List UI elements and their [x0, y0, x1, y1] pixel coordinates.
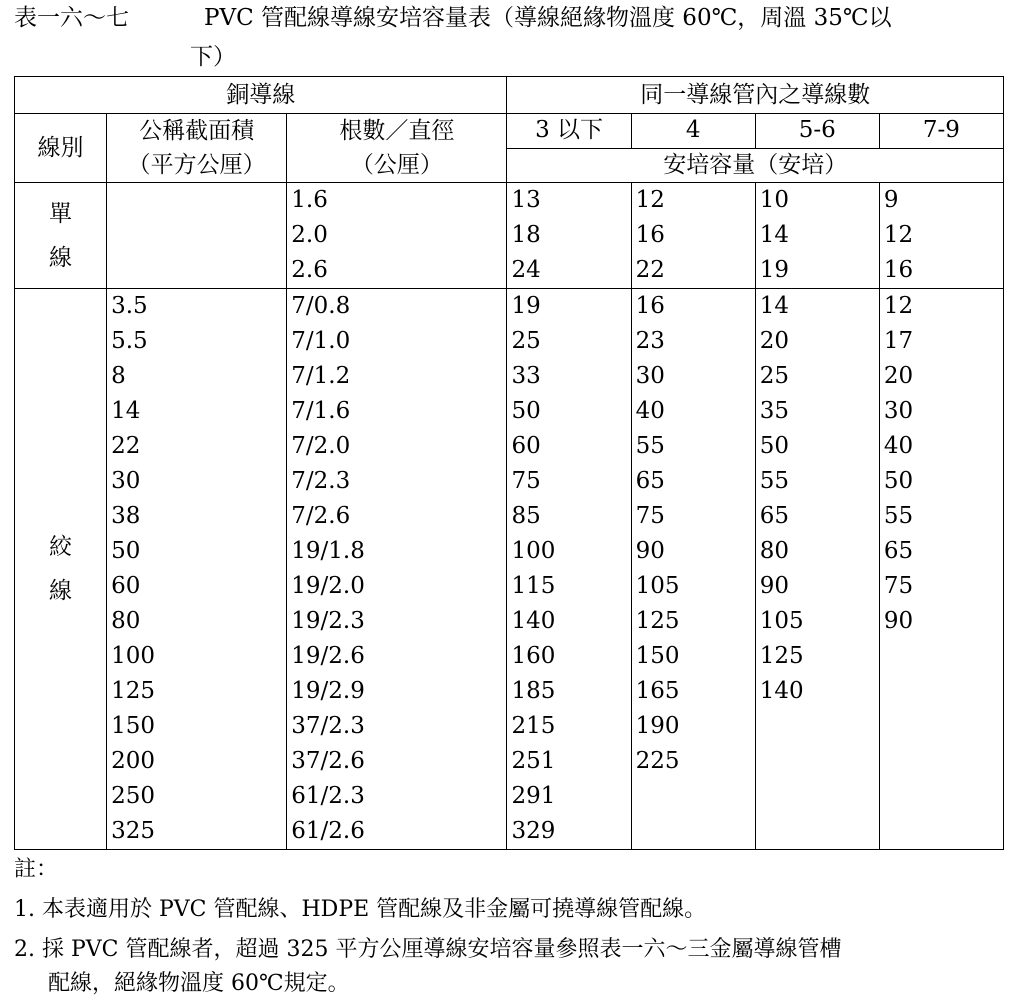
- ampacity-value: 80: [759, 538, 789, 564]
- ampacity-value: 50: [511, 398, 541, 424]
- area-value: 22: [111, 433, 141, 459]
- single-amps-col: [507, 183, 631, 289]
- header-count-col: 7-9: [879, 114, 1003, 149]
- ampacity-value: 160: [511, 643, 556, 669]
- ampacity-value: 25: [759, 363, 789, 389]
- ampacity-value: 19: [759, 257, 789, 283]
- strands-value: 19/1.8: [291, 538, 365, 564]
- ampacity-value: 251: [511, 748, 556, 774]
- stranded-amps-col: [507, 289, 631, 850]
- ampacity-value: 25: [511, 328, 541, 354]
- stranded-amps-col: [755, 289, 879, 850]
- strands-value: 7/1.0: [291, 328, 351, 354]
- ampacity-table: [14, 76, 1004, 850]
- single-area-cell: [107, 183, 287, 289]
- ampacity-value: 190: [635, 713, 680, 739]
- label-char: 絞: [49, 534, 73, 560]
- strands-value: 7/2.3: [291, 468, 351, 494]
- table-title: [14, 2, 892, 34]
- ampacity-value: 16: [635, 222, 665, 248]
- ampacity-value: 225: [635, 748, 680, 774]
- strands-value: 37/2.6: [291, 748, 365, 774]
- header-conductors-in-conduit: 同一導線管內之導線數: [507, 77, 1004, 114]
- ampacity-value: 9: [883, 187, 899, 213]
- ampacity-value: 55: [759, 468, 789, 494]
- label-char: 單: [49, 200, 73, 227]
- header-copper-conductor: 銅導線: [15, 77, 507, 114]
- ampacity-value: 30: [635, 363, 665, 389]
- area-value: 200: [111, 748, 155, 774]
- ampacity-value: 100: [511, 538, 556, 564]
- ampacity-value: 60: [511, 433, 541, 459]
- ampacity-value: 14: [759, 293, 789, 319]
- diameter-value: 2.0: [291, 222, 328, 248]
- ampacity-value: 85: [511, 503, 541, 529]
- ampacity-value: 40: [883, 433, 914, 459]
- stranded-amps-col: [879, 289, 1003, 850]
- notes: [14, 850, 841, 1004]
- ampacity-value: 16: [635, 293, 665, 319]
- area-value: 5.5: [111, 328, 148, 354]
- ampacity-value: 125: [759, 643, 804, 669]
- area-value: 8: [111, 363, 126, 389]
- area-value: 325: [111, 818, 155, 844]
- strands-value: 19/2.3: [291, 608, 365, 634]
- ampacity-value: 19: [511, 293, 541, 319]
- strands-value: 7/2.0: [291, 433, 351, 459]
- area-value: 14: [111, 398, 141, 424]
- ampacity-value: 65: [635, 468, 665, 494]
- header-nominal-area-line2: （平方公厘）: [127, 152, 266, 178]
- ampacity-value: 90: [759, 573, 789, 599]
- ampacity-value: 115: [511, 573, 556, 599]
- ampacity-value: 12: [635, 187, 665, 213]
- strands-value: 7/1.2: [291, 363, 351, 389]
- ampacity-value: 50: [759, 433, 789, 459]
- header-count-col: 3 以下: [507, 114, 631, 149]
- single-amps-col: [879, 183, 1003, 289]
- ampacity-value: 291: [511, 783, 556, 809]
- header-count-col: 5-6: [755, 114, 879, 149]
- label-char: 線: [49, 578, 73, 604]
- table-number: 表一六～七: [14, 5, 129, 31]
- table-title-text: PVC 管配線導線安培容量表（導線絕緣物溫度 60℃，周溫 35℃以: [204, 5, 892, 31]
- area-value: 30: [111, 468, 141, 494]
- strands-value: 7/2.6: [291, 503, 351, 529]
- ampacity-value: 75: [883, 573, 914, 599]
- header-count-col: 4: [631, 114, 755, 149]
- ampacity-value: 20: [759, 328, 789, 354]
- ampacity-value: 18: [511, 222, 541, 248]
- ampacity-value: 30: [883, 398, 914, 424]
- ampacity-value: 75: [511, 468, 541, 494]
- ampacity-value: 65: [759, 503, 789, 529]
- diameter-value: 1.6: [291, 187, 328, 213]
- ampacity-value: 125: [635, 608, 680, 634]
- ampacity-value: 12: [883, 222, 914, 248]
- area-value: 80: [111, 608, 141, 634]
- ampacity-value: 185: [511, 678, 556, 704]
- label-stranded-wire: [15, 289, 107, 850]
- ampacity-value: 12: [883, 293, 914, 319]
- area-value: 60: [111, 573, 141, 599]
- area-value: 100: [111, 643, 155, 669]
- ampacity-value: 105: [759, 608, 804, 634]
- stranded-amps-col: [631, 289, 755, 850]
- note-item: 1. 本表適用於 PVC 管配線、HDPE 管配線及非金屬可撓導線管配線。: [14, 897, 707, 922]
- note-item: 2. 採 PVC 管配線者，超過 325 平方公厘導線安培容量參照表一六～三金屬導線管槽: [14, 937, 842, 962]
- header-ampacity: 安培容量（安培）: [507, 148, 1004, 183]
- stranded-area-list: [107, 289, 287, 850]
- strands-value: 19/2.9: [291, 678, 365, 704]
- strands-value: 7/1.6: [291, 398, 351, 424]
- header-strands-line1: 根數／直徑: [339, 118, 455, 144]
- area-value: 50: [111, 538, 141, 564]
- ampacity-value: 90: [883, 608, 914, 634]
- single-diameter-list: [287, 183, 507, 289]
- ampacity-value: 10: [759, 187, 789, 213]
- ampacity-value: 20: [883, 363, 914, 389]
- ampacity-value: 105: [635, 573, 680, 599]
- strands-value: 19/2.0: [291, 573, 365, 599]
- notes-heading: 註：: [14, 857, 59, 882]
- ampacity-value: 40: [635, 398, 665, 424]
- table-title-continuation: 下）: [190, 44, 236, 70]
- strands-value: 61/2.3: [291, 783, 365, 809]
- ampacity-value: 140: [759, 678, 804, 704]
- area-value: 125: [111, 678, 155, 704]
- strands-value: 37/2.3: [291, 713, 365, 739]
- ampacity-value: 14: [759, 222, 789, 248]
- ampacity-value: 33: [511, 363, 541, 389]
- ampacity-value: 55: [883, 503, 914, 529]
- area-value: 150: [111, 713, 155, 739]
- header-strands: [287, 114, 507, 183]
- ampacity-value: 55: [635, 433, 665, 459]
- ampacity-value: 90: [635, 538, 665, 564]
- stranded-strands-list: [287, 289, 507, 850]
- ampacity-value: 23: [635, 328, 665, 354]
- header-wire-type: 線別: [15, 114, 107, 183]
- ampacity-value: 17: [883, 328, 914, 354]
- note-item-continuation: 配線，絕緣物溫度 60℃規定。: [48, 971, 350, 996]
- ampacity-value: 65: [883, 538, 914, 564]
- ampacity-value: 165: [635, 678, 680, 704]
- area-value: 250: [111, 783, 155, 809]
- ampacity-value: 13: [511, 187, 541, 213]
- strands-value: 7/0.8: [291, 293, 351, 319]
- header-nominal-area: [107, 114, 287, 183]
- area-value: 3.5: [111, 293, 148, 319]
- strands-value: 19/2.6: [291, 643, 365, 669]
- ampacity-value: 50: [883, 468, 914, 494]
- ampacity-value: 215: [511, 713, 556, 739]
- ampacity-value: 35: [759, 398, 789, 424]
- ampacity-value: 75: [635, 503, 665, 529]
- row-stranded-wire: [15, 289, 1004, 850]
- label-single-wire: [15, 183, 107, 289]
- single-amps-col: [631, 183, 755, 289]
- ampacity-value: 24: [511, 257, 541, 283]
- diameter-value: 2.6: [291, 257, 328, 283]
- strands-value: 61/2.6: [291, 818, 365, 844]
- ampacity-value: 329: [511, 818, 556, 844]
- row-single-wire: [15, 183, 1004, 289]
- label-char: 線: [49, 244, 73, 271]
- header-strands-line2: （公厘）: [350, 152, 443, 178]
- header-nominal-area-line1: 公稱截面積: [139, 118, 255, 144]
- ampacity-value: 16: [883, 257, 914, 283]
- ampacity-value: 22: [635, 257, 665, 283]
- ampacity-value: 140: [511, 608, 556, 634]
- area-value: 38: [111, 503, 141, 529]
- single-amps-col: [755, 183, 879, 289]
- ampacity-value: 150: [635, 643, 680, 669]
